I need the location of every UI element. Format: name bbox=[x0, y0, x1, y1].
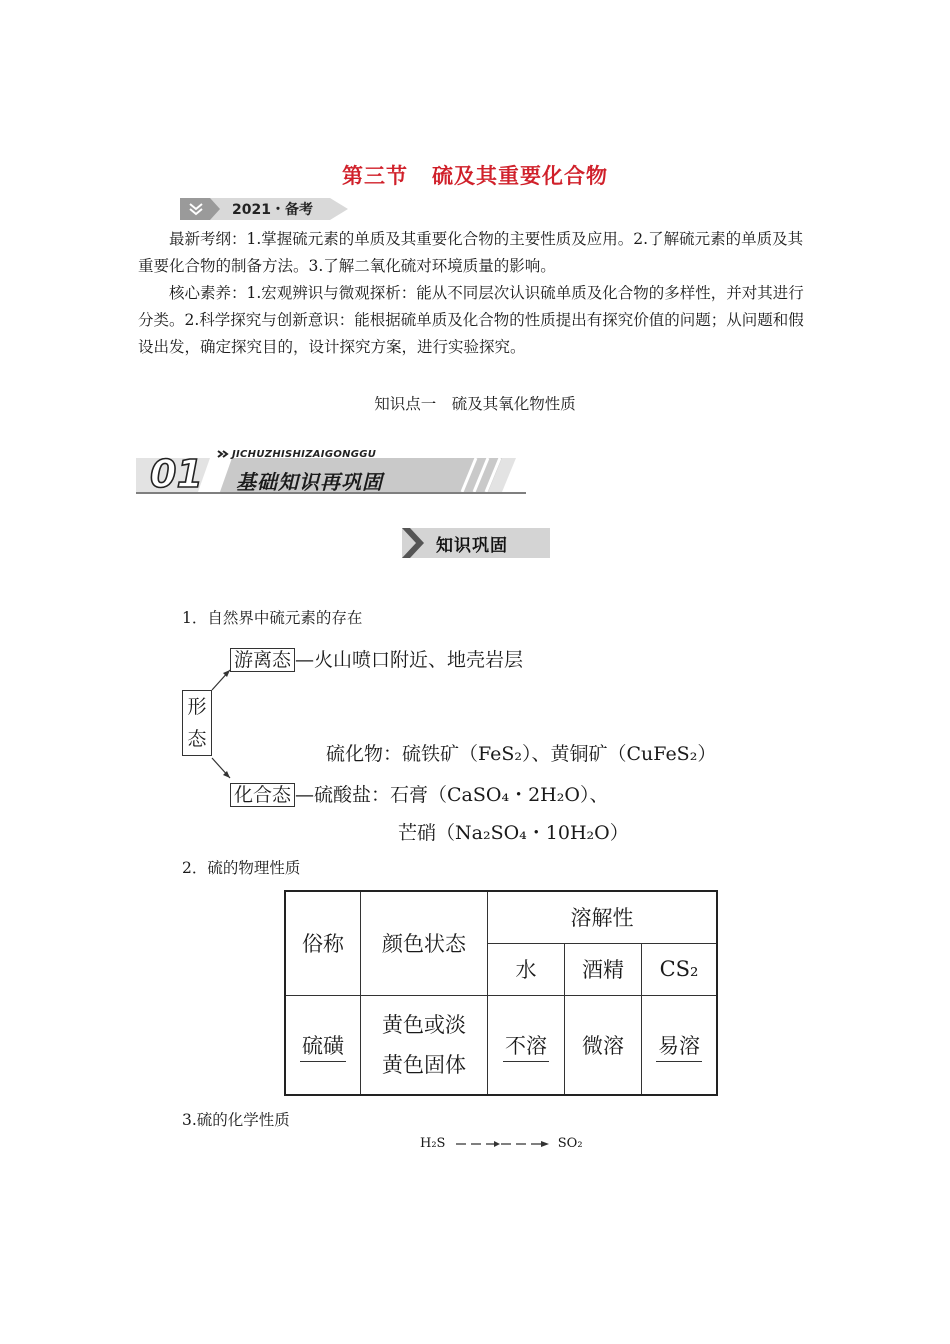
cell-alcohol: 微溶 bbox=[565, 995, 642, 1095]
form-label-char-1: 形 bbox=[187, 696, 207, 718]
answer-common-name: 硫磺 bbox=[300, 1034, 346, 1062]
occurrence-diagram bbox=[180, 640, 740, 850]
header-color-state: 颜色状态 bbox=[361, 891, 488, 995]
combined-state-label: 化合态 bbox=[230, 783, 295, 807]
sulfate-line-1: —硫酸盐：石膏（CaSO₄・2H₂O）、 bbox=[295, 784, 609, 806]
free-state-label: 游离态 bbox=[230, 648, 295, 672]
cell-cs2 bbox=[642, 995, 718, 1095]
header-water: 水 bbox=[488, 943, 565, 995]
banner-number: 01 bbox=[150, 452, 203, 496]
page-title bbox=[0, 160, 950, 190]
free-state-row bbox=[230, 645, 523, 672]
reaction-right: SO₂ bbox=[557, 1136, 583, 1151]
answer-water: 不溶 bbox=[503, 1034, 549, 1062]
section-name: 硫及其重要化合物 bbox=[432, 163, 608, 188]
item1-heading: 1．自然界中硫元素的存在 bbox=[182, 609, 363, 627]
banner-pinyin: JICHUZHISHIZAIGONGGU bbox=[232, 449, 377, 460]
exam-tag bbox=[180, 198, 348, 220]
physical-properties-table bbox=[284, 890, 718, 1096]
header-solubility: 溶解性 bbox=[488, 891, 718, 943]
section-label-box bbox=[402, 528, 550, 558]
outline-block bbox=[138, 226, 818, 361]
form-label-box bbox=[182, 690, 212, 756]
knowledge-point-heading: 知识点一 硫及其氧化物性质 bbox=[374, 395, 576, 413]
cell-common-name bbox=[285, 995, 361, 1095]
section-banner bbox=[136, 448, 526, 494]
combined-state-row bbox=[230, 780, 608, 807]
header-alcohol: 酒精 bbox=[565, 943, 642, 995]
item2-heading: 2．硫的物理性质 bbox=[182, 859, 301, 877]
color-state-line-1: 黄色或淡 bbox=[382, 1012, 466, 1037]
free-state-desc: —火山喷口附近、地壳岩层 bbox=[295, 649, 524, 671]
sulfate-line-2: 芒硝（Na₂SO₄・10H₂O） bbox=[398, 822, 629, 844]
form-label-char-2: 态 bbox=[187, 728, 207, 750]
properties-table bbox=[284, 890, 718, 1096]
reaction-left: H₂S bbox=[420, 1136, 446, 1151]
item3-heading: 3.硫的化学性质 bbox=[182, 1111, 290, 1129]
cell-water bbox=[488, 995, 565, 1095]
exam-tag-label: 2021・备考 bbox=[232, 202, 313, 218]
header-cs2: CS₂ bbox=[642, 943, 718, 995]
sulfide-line: 硫化物：硫铁矿（FeS₂）、黄铜矿（CuFeS₂） bbox=[326, 743, 717, 765]
core-literacy-paragraph: 核心素养：1.宏观辨识与微观探析：能从不同层次认识硫单质及化合物的多样性，并对其进行分类。2.科学探究与创新意识：能根据硫单质及化合物的性质提出有探究价值的问题；从问题和假设出发，确定探究目的，设计探究方案，进行实验探究。 bbox=[138, 284, 804, 356]
header-common-name: 俗称 bbox=[285, 891, 361, 995]
section-label: 知识巩固 bbox=[436, 536, 508, 556]
color-state-line-2: 黄色固体 bbox=[382, 1052, 466, 1077]
syllabus-paragraph: 最新考纲：1.掌握硫元素的单质及其重要化合物的主要性质及应用。2.了解硫元素的单质及其重要化合物的制备方法。3.了解二氧化硫对环境质量的影响。 bbox=[138, 230, 804, 275]
section-number: 第三节 bbox=[342, 163, 408, 188]
reaction-line bbox=[420, 1136, 583, 1151]
cell-color-state bbox=[361, 995, 488, 1095]
answer-cs2: 易溶 bbox=[656, 1034, 702, 1062]
banner-title: 基础知识再巩固 bbox=[236, 470, 383, 494]
dashed-arrow-icon bbox=[452, 1138, 552, 1150]
